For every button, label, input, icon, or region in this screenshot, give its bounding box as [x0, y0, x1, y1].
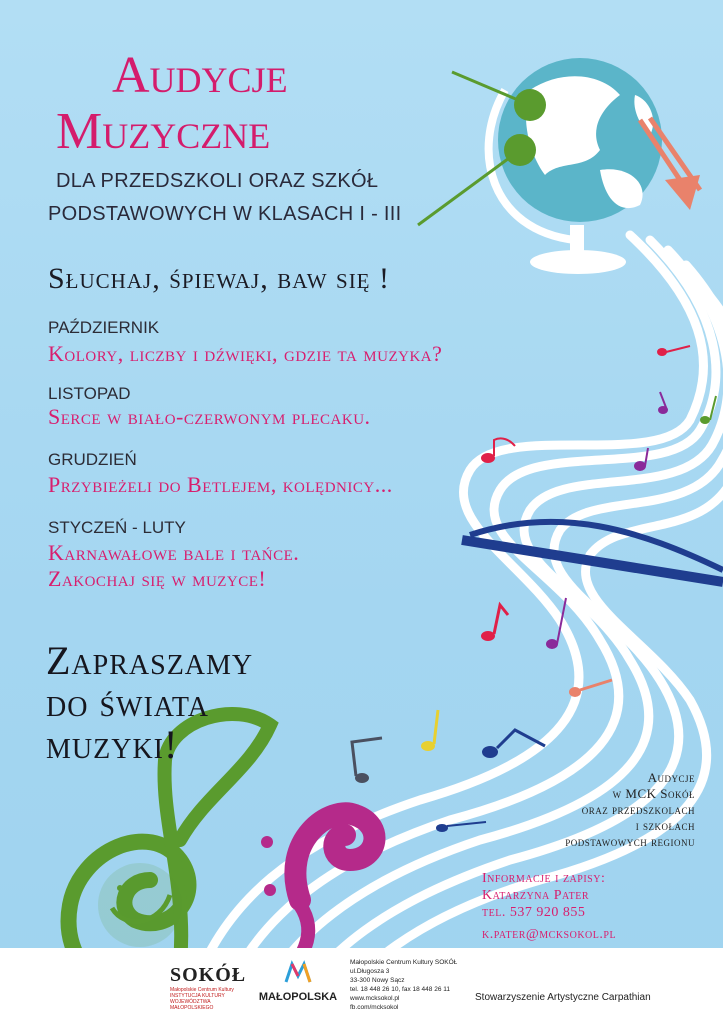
invitation-line: Zapraszamy — [46, 638, 254, 683]
subtitle-line1: DLA PRZEDSZKOLI ORAZ SZKÓŁ — [56, 170, 379, 192]
address-line: 33-300 Nowy Sącz — [350, 977, 405, 984]
address-line: Małopolskie Centrum Kultury SOKÓŁ — [350, 959, 458, 966]
month-label: PAŹDZIERNIK — [48, 318, 160, 337]
invitation-heading — [46, 640, 253, 766]
subtitle-line2: PODSTAWOWYCH W KLASACH I - III — [48, 203, 402, 225]
sokol-subtitle-line: Małopolskie Centrum Kultury — [170, 987, 234, 993]
sokol-subtitle-line: WOJEWÓDZTWA MAŁOPOLSKIEGO — [170, 999, 214, 1011]
venue-block — [565, 770, 695, 850]
topic-text: Karnawałowe bale i tańce. — [48, 540, 300, 565]
slogan: Słuchaj, śpiewaj, baw się ! — [48, 262, 390, 295]
contact-heading: Informacje i zapisy: — [482, 871, 606, 886]
contact-phone[interactable]: tel. 537 920 855 — [482, 905, 586, 920]
sokol-logo — [170, 964, 250, 1011]
address-line: tel. 18 448 26 10, fax 18 448 26 11 — [350, 986, 450, 993]
venue-line: Audycje — [647, 770, 695, 785]
address-facebook-link[interactable]: fb.com/mcksokol — [350, 1004, 399, 1011]
topic-text: Serce w biało-czerwonym plecaku. — [48, 404, 371, 429]
address-website-link[interactable]: www.mcksokol.pl — [350, 995, 400, 1002]
contact-info — [482, 870, 616, 943]
topic-text: Zakochaj się w muzyce! — [48, 566, 267, 591]
invitation-line: muzyki! — [46, 722, 179, 767]
topic-text: Kolory, liczby i dźwięki, gdzie ta muzyka? — [48, 341, 443, 366]
sokol-logo-text: SOKÓŁ — [170, 964, 247, 986]
month-label: GRUDZIEŃ — [48, 450, 137, 469]
topic-text: Przybieżeli do Betlejem, kolędnicy... — [48, 472, 393, 497]
poster-title-line2: Muzyczne — [56, 103, 271, 160]
venue-line: i szkołach — [635, 818, 695, 833]
address-block — [350, 958, 457, 1012]
venue-line: podstawowych regionu — [565, 834, 695, 849]
poster-title-line1: Audycje — [112, 47, 288, 104]
malopolska-emblem-icon — [284, 960, 312, 984]
month-label: LISTOPAD — [48, 384, 131, 403]
venue-line: oraz przedszkolach — [581, 802, 695, 817]
malopolska-logo — [258, 960, 338, 1003]
sokol-logo-subtitle — [170, 987, 250, 1011]
month-label: STYCZEŃ - LUTY — [48, 518, 186, 537]
address-line: ul.Długosza 3 — [350, 968, 390, 975]
invitation-line: do świata — [46, 680, 209, 725]
venue-line: w MCK Sokół — [612, 786, 695, 801]
contact-email[interactable]: k.pater@mcksokol.pl — [482, 927, 617, 942]
sokol-subtitle-line: INSTYTUCJA KULTURY — [170, 993, 225, 999]
contact-person: Katarzyna Pater — [482, 888, 589, 903]
malopolska-logo-text: MAŁOPOLSKA — [258, 991, 338, 1003]
partner-name: Stowarzyszenie Artystyczne Carpathian — [475, 992, 651, 1003]
